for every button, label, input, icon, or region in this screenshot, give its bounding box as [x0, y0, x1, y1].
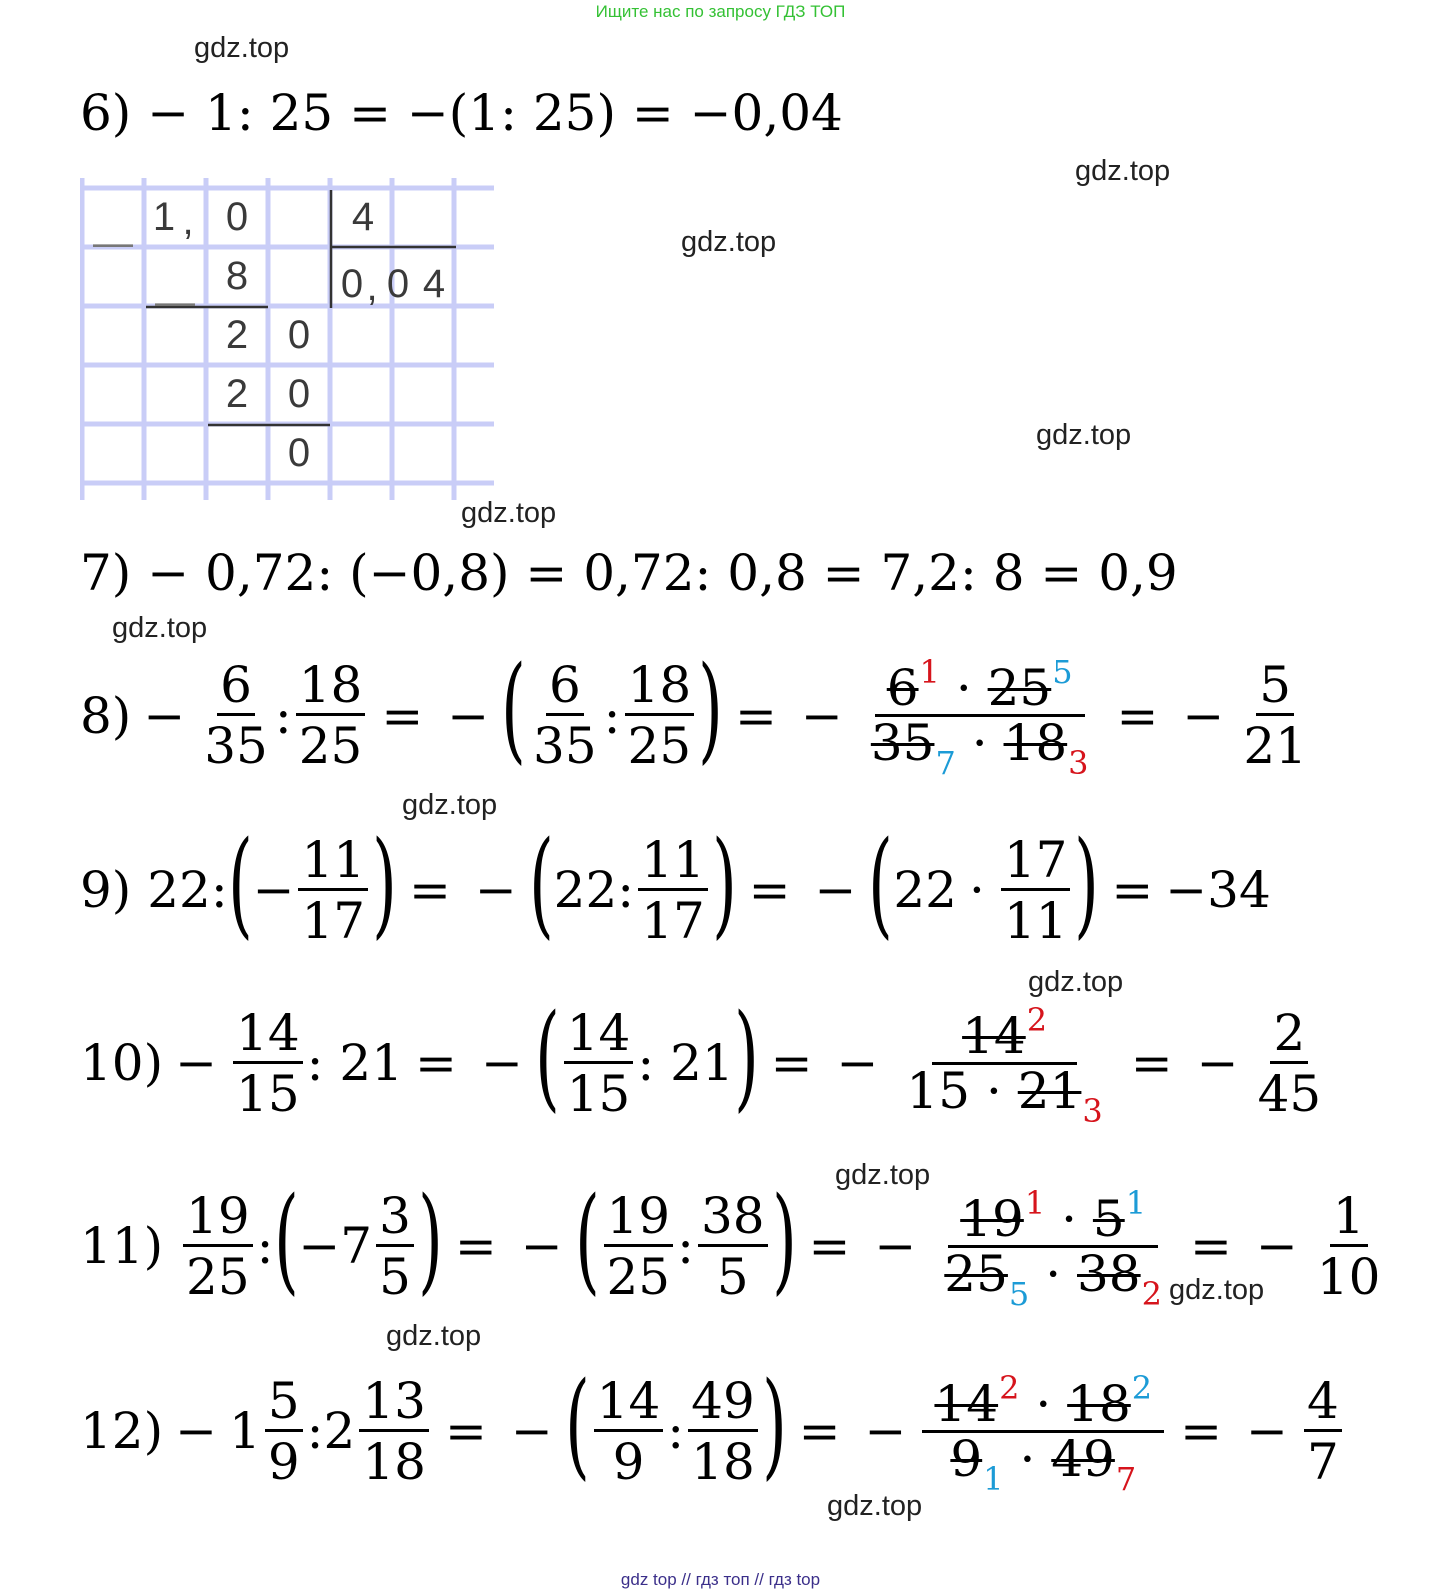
equals-sign: =	[798, 1402, 841, 1460]
cancellation-fraction: $\frac{14^2 \cdot 18^2}{9_1 \cdot 49_7}$	[922, 1378, 1164, 1485]
long-division	[80, 178, 494, 500]
factor: 22	[893, 861, 957, 919]
colon: :	[274, 686, 292, 745]
quotient-digit: 0	[386, 262, 410, 306]
result-fraction: $\frac{4}{7}$	[1304, 1375, 1342, 1488]
problem-9	[80, 816, 1271, 955]
watermark: gdz.top	[112, 612, 208, 644]
footer-links: gdz top // гдз топ // гдз top	[620, 1570, 821, 1589]
minus-sign: —	[93, 221, 133, 265]
fraction: $\frac{6}{35}$	[204, 656, 268, 775]
problem-8	[80, 642, 1314, 783]
left-paren: (	[528, 816, 554, 951]
remainder-digit: 0	[287, 313, 311, 357]
problem-label: 8)	[80, 686, 132, 745]
dividend-digit: 0	[225, 195, 249, 239]
minus-sign: −	[520, 1217, 563, 1275]
right-paren: )	[761, 1357, 787, 1492]
equals-sign: =	[454, 1217, 497, 1275]
minus-sign: −	[1196, 1034, 1239, 1092]
mixed-number: −7 $\frac{3}{5}$	[298, 1190, 418, 1303]
fraction: $\frac{18}{25}$	[296, 659, 366, 772]
problem-label: 7)	[80, 544, 132, 602]
minus-sign: −	[836, 1034, 879, 1092]
decimal-comma: ,	[182, 199, 194, 243]
watermark: gdz.top	[402, 789, 498, 821]
minus-sign: −	[143, 686, 186, 745]
watermark: gdz.top	[1075, 155, 1171, 187]
fraction: $\frac{17}{11}$	[1001, 834, 1071, 947]
minus-sign: −	[175, 1034, 218, 1092]
minus-sign: −	[874, 1217, 917, 1275]
colon: :	[603, 686, 621, 745]
divisor: 4	[351, 195, 375, 239]
watermark: gdz.top	[1169, 1274, 1265, 1306]
equals-sign: =	[748, 861, 791, 919]
remainder-digit: 2	[225, 313, 249, 357]
problem-12	[80, 1357, 1346, 1498]
fraction: $\frac{14}{15}$	[564, 1007, 634, 1120]
mixed-number: 1 $\frac{5}{9}$	[229, 1375, 307, 1488]
mixed-number: 2 $\frac{13}{18}$	[324, 1375, 433, 1488]
subtrahend-digit: 0	[287, 372, 311, 416]
final-remainder: 0	[287, 431, 311, 475]
cancellation-fraction: $\frac{6^1 \cdot 25^5}{35_7 \cdot 18_3}$	[870, 653, 1089, 782]
minus-sign: −	[474, 861, 517, 919]
problem-6	[80, 85, 843, 141]
watermark: gdz.top	[681, 226, 777, 258]
fraction: $\frac{6}{35}$	[533, 656, 597, 775]
minus-sign: −	[1255, 1217, 1298, 1275]
quotient-digit: 0	[340, 262, 364, 306]
watermark: gdz.top	[194, 32, 290, 64]
left-paren: (	[868, 816, 894, 951]
minus-sign: −	[800, 686, 843, 745]
expression: − 0,72: (−0,8) = 0,72: 0,8 = 7,2: 8 = 0,9	[147, 544, 1178, 602]
dividend-digit: 1	[152, 195, 176, 239]
equals-sign: =	[1130, 1034, 1173, 1092]
left-paren: (	[534, 989, 560, 1124]
left-paren: (	[574, 1172, 600, 1307]
right-paren: )	[698, 642, 723, 776]
watermark: gdz.top	[827, 1490, 923, 1522]
quotient-digit: 4	[422, 262, 446, 306]
dividend: 22:	[553, 861, 635, 919]
divisor: : 21	[306, 1034, 404, 1092]
equals-sign: =	[1180, 1402, 1223, 1460]
problem-label: 6)	[80, 84, 132, 142]
right-paren: )	[733, 989, 759, 1124]
problem-label: 12)	[80, 1402, 164, 1460]
divisor: : 21	[637, 1034, 734, 1092]
subtrahend: 8	[225, 254, 249, 298]
fraction: $\frac{14}{15}$	[233, 1007, 303, 1120]
fraction: $\frac{19}{25}$	[183, 1190, 253, 1303]
top-banner: Ищите нас по запросу ГДЗ ТОП	[595, 2, 846, 21]
watermark: gdz.top	[461, 497, 557, 529]
watermark: gdz.top	[1028, 966, 1124, 998]
minus-sign: −	[175, 1402, 218, 1460]
minus-sign: −	[480, 1034, 523, 1092]
problem-label: 9)	[80, 861, 132, 919]
result: −34	[1165, 861, 1271, 919]
left-paren: (	[273, 1172, 299, 1307]
colon: :	[677, 1217, 694, 1275]
result-fraction: $\frac{2}{45}$	[1257, 1003, 1322, 1123]
equals-sign: =	[415, 1034, 457, 1092]
problem-10	[80, 989, 1328, 1130]
colon: :	[256, 1217, 274, 1275]
cancellation-fraction: $\frac{19^1 \cdot 5^1}{25_5 \cdot 38_2}$	[944, 1183, 1162, 1313]
fraction: $\frac{11}{17}$	[298, 834, 368, 947]
fraction: $\frac{19}{25}$	[604, 1190, 674, 1303]
expression: − 1: 25 = −(1: 25) = −0,04	[147, 84, 843, 142]
minus-sign: −	[1246, 1402, 1288, 1460]
fraction: $\frac{49}{18}$	[688, 1375, 758, 1488]
right-paren: )	[771, 1172, 797, 1307]
dividend: 22:	[147, 861, 228, 919]
result-fraction: $\frac{1}{10}$	[1316, 1186, 1381, 1306]
subtrahend-digit: 2	[225, 372, 249, 416]
left-paren: (	[227, 816, 253, 951]
right-paren: )	[418, 1172, 443, 1307]
colon: :	[306, 1402, 324, 1460]
minus-sign: −	[864, 1402, 907, 1460]
watermark: gdz.top	[386, 1320, 482, 1352]
equals-sign: =	[1111, 861, 1154, 919]
problem-label: 11)	[80, 1217, 164, 1275]
result-fraction: $\frac{5}{21}$	[1243, 656, 1307, 775]
watermark: gdz.top	[835, 1159, 931, 1191]
fraction: $\frac{14}{9}$	[594, 1375, 664, 1488]
equals-sign: =	[408, 861, 451, 919]
minus-sign: −	[447, 686, 490, 745]
cancellation-fraction: $\frac{14^2}{15 \cdot 21_3}$	[906, 1000, 1103, 1130]
minus-sign: −	[1182, 686, 1225, 745]
fraction: $\frac{11}{17}$	[638, 834, 708, 947]
equals-sign: =	[770, 1034, 813, 1092]
problem-7	[80, 545, 1178, 601]
right-paren: )	[372, 816, 397, 951]
problem-label: 10)	[80, 1034, 164, 1092]
equals-sign: =	[444, 1402, 487, 1460]
equals-sign: =	[1189, 1217, 1232, 1275]
minus-sign: −	[510, 1402, 553, 1460]
watermark: gdz.top	[1036, 419, 1132, 451]
dot: ·	[968, 861, 985, 919]
right-paren: )	[711, 816, 737, 951]
fraction: $\frac{38}{5}$	[698, 1190, 768, 1303]
minus-sign: —	[155, 280, 195, 324]
equals-sign: =	[735, 686, 777, 745]
minus-sign: −	[252, 861, 295, 919]
left-paren: (	[564, 1357, 590, 1492]
left-paren: (	[501, 642, 526, 776]
decimal-comma: ,	[366, 265, 378, 309]
fraction: $\frac{18}{25}$	[625, 659, 695, 772]
right-paren: )	[1074, 816, 1100, 951]
equals-sign: =	[808, 1217, 851, 1275]
equals-sign: =	[381, 686, 424, 745]
colon: :	[667, 1402, 685, 1460]
equals-sign: =	[1116, 686, 1159, 745]
minus-sign: −	[814, 861, 857, 919]
